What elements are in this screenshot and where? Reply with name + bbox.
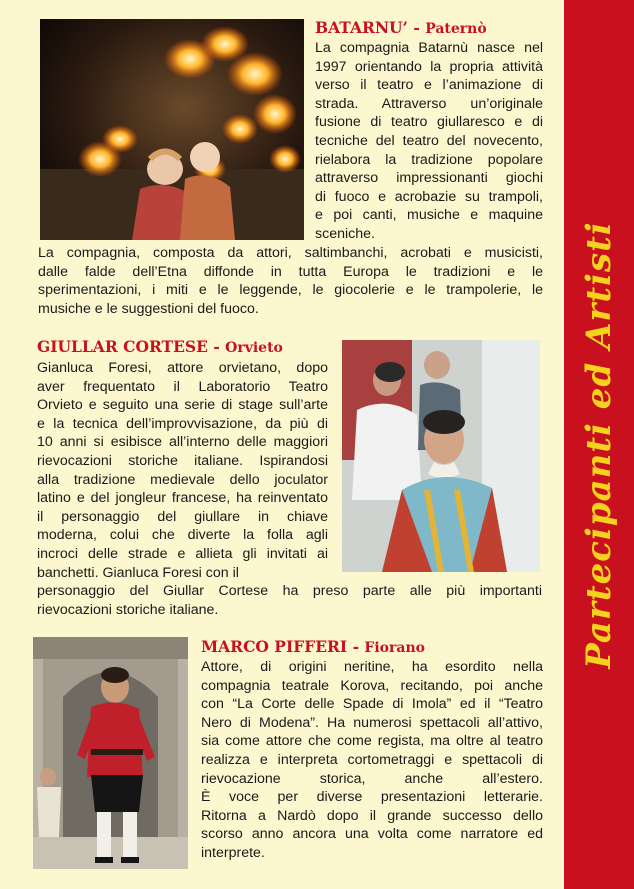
text-line: compagnia teatrale Korova, recitando, poi anche [201,677,543,694]
text-line: 1997 orientando la propria attività [315,58,543,75]
text-line: aver frequentato il Laboratorio Teatro [37,378,328,395]
text-line: personaggio del Giullar Cortese ha preso parte alle più importanti [37,583,542,599]
text-line: banchetti. Gianluca Foresi con il [37,564,239,581]
text-line: musiche e le suggestioni del fuoco. [38,300,259,317]
heading-separator: - [347,637,365,656]
text-line: il personaggio del giullare in chiave [37,508,328,525]
text-line: rielabora la tradizione popolare [315,151,543,168]
text-line: con “La Corte delle Spade di Imola” ed il “Teatro [201,696,543,713]
text-line: tecniche del teatro del novecento, [315,132,543,149]
text-line: Gianluca Foresi, attore orvietano, dopo [37,360,328,376]
heading-separator: - [207,337,226,356]
text-line: interprete. [201,844,265,861]
text-line: fusione di teatro giullaresco e di [315,114,543,131]
marco-text [201,658,543,863]
text-line: e la tecnica dell’improvvisazione, da più di [37,415,328,432]
batarnu-city: Paternò [425,21,487,37]
marco-heading [201,637,425,656]
text-line: Attore, di origini neritine, ha esordito nella [201,659,543,675]
text-line: incroci delle strade e allieta gli invitati ai [37,545,328,562]
sidebar-title: Partecipanti ed Artisti [579,221,619,669]
text-line: attraverso impressionanti giochi [315,170,543,187]
text-line: moderna, colui che diverte la folla agli [37,527,328,544]
giullar-text-full [37,582,542,619]
text-line: La compagnia Batarnù nasce nel [315,40,543,56]
batarnu-text-narrow [315,39,543,244]
giullar-cortese-photo [342,340,540,572]
giullar-text-narrow [37,359,328,582]
text-line: 10 anni si esibisce all’interno delle maggiori [37,434,328,451]
text-line: strada. Attraverso un’originale [315,95,543,112]
text-line: rievocazioni storiche italiane. [37,601,219,618]
text-line: Orvieto e seguito una serie di stage sull’arte [37,397,328,414]
text-line: latino e del jongleur francese, ha reinventato [37,490,328,507]
batarnu-text-full [38,244,543,318]
text-line: Nero di Modena”. Ha numerosi spettacoli all’attivo, [201,714,543,731]
batarnu-heading [315,18,487,37]
text-line: È voce per diverse presentazioni letterarie. [201,789,543,806]
text-line: verso il teatro e l’animazione di [315,77,543,94]
text-line: Ritorna a Nardò dopo il grande successo dello [201,807,543,824]
giullar-city: Orvieto [225,340,283,356]
text-line: rievocazione storica, anche all’estero. [201,770,543,787]
text-line: di fuoco e acrobazie su trampoli, [315,188,543,205]
giullar-heading [37,337,283,356]
marco-pifferi-photo [33,637,188,869]
text-line: dalle falde dell’Etna diffonde in tutta Europa le tradizioni e le [38,263,543,280]
giullar-name: GIULLAR CORTESE [37,337,208,356]
text-line: La compagnia, composta da attori, saltimbanchi, acrobati e musicisti, [38,245,543,261]
text-line: realizza e interpreta cortometraggi e spettacoli di [201,751,543,768]
text-line: scorso anno ancora una volta come narratore ed [201,826,543,843]
sidebar-band [564,0,634,889]
text-line: sperimentazioni, i miti e le leggende, le giocolerie e le trampolerie, le [38,282,543,299]
heading-separator: - [407,18,426,37]
batarnu-photo [40,19,304,240]
text-line: sia come attore che come regista, ma oltre al teatro [201,733,543,750]
text-line: rievocazioni storiche italiane. Ispirandosi [37,452,328,469]
text-line: alla tradizione medievale dello joculator [37,471,328,488]
text-line: sceniche. [315,225,375,242]
marco-name: MARCO PIFFERI [201,637,348,656]
marco-city: Fiorano [364,640,425,656]
batarnu-name: BATARNU’ [315,18,408,37]
text-line: e poi canti, musiche e maquine [315,207,543,224]
